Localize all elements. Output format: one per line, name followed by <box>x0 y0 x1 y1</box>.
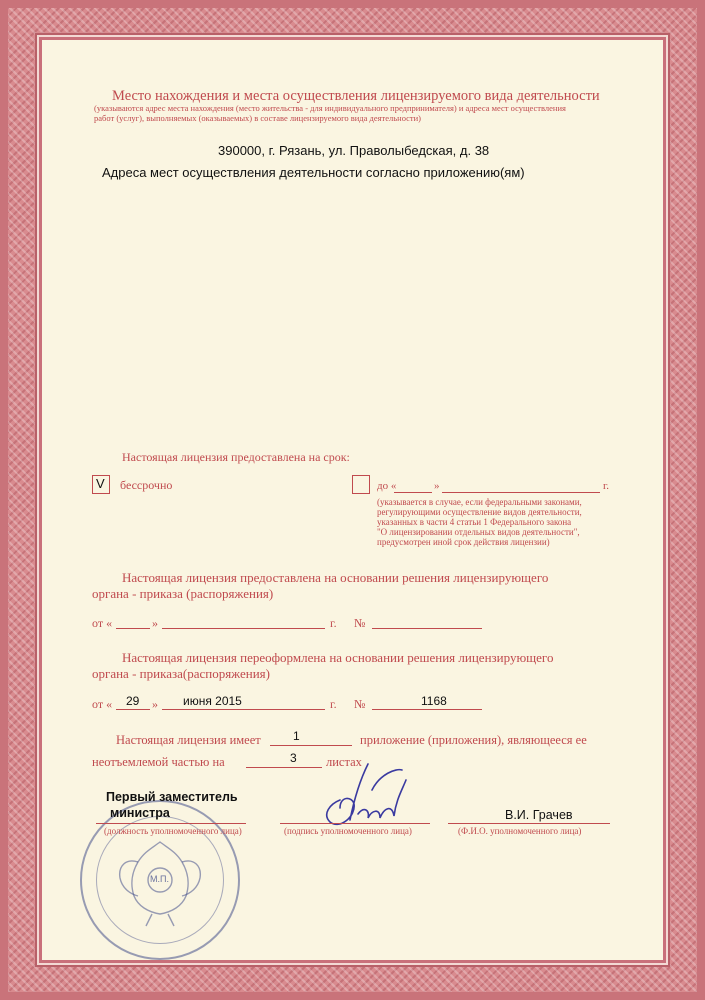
addresses-reference: Адреса мест осуществления деятельности согласно приложению(ям) <box>102 165 525 180</box>
basis-close-quote: » <box>152 616 158 630</box>
reissue-month-line <box>162 709 325 710</box>
until-note-line2: регулирующими осуществление видов деятельности, <box>377 507 582 517</box>
basis-line1: Настоящая лицензия предоставлена на основании решения лицензирующего <box>122 570 549 585</box>
name-line <box>448 823 610 824</box>
reissue-close-quote: » <box>152 697 158 711</box>
until-year-suffix: г. <box>603 480 610 492</box>
official-seal <box>80 800 240 960</box>
until-label: до « <box>377 480 397 492</box>
until-note-line5: предусмотрен иной срок действия лицензии) <box>377 537 550 547</box>
appendix-text1: Настоящая лицензия имеет <box>116 733 261 747</box>
appendix-text4: листах <box>326 755 362 769</box>
basis-number-line <box>372 628 482 629</box>
reissue-line1: Настоящая лицензия переоформлена на основании решения лицензирующего <box>122 650 554 665</box>
appendix-count: 1 <box>293 729 300 743</box>
appendix-count-line <box>270 745 352 746</box>
position-caption: (должность уполномоченного лица) <box>104 826 242 836</box>
header-title: Место нахождения и места осуществления лицензируемого вида деятельности <box>112 88 600 104</box>
basis-day-line <box>116 628 150 629</box>
appendix-text2: приложение (приложения), являющееся ее <box>360 733 587 747</box>
until-note-line3: указанных в части 4 статьи 1 Федерального закона <box>377 517 572 527</box>
indefinite-label: бессрочно <box>120 478 173 492</box>
basis-number-sign: № <box>354 616 366 630</box>
term-label: Настоящая лицензия предоставлена на срок: <box>122 450 350 464</box>
basis-month-line <box>162 628 325 629</box>
reissue-day: 29 <box>126 694 140 708</box>
reissue-line2: органа - приказа(распоряжения) <box>92 666 270 681</box>
appendix-sheets: 3 <box>290 751 297 765</box>
address-value: 390000, г. Рязань, ул. Праволыбедская, д. 38 <box>218 143 490 158</box>
reissue-month-year: июня 2015 <box>183 694 242 708</box>
basis-line2: органа - приказа (распоряжения) <box>92 586 274 601</box>
signature-caption: (подпись уполномоченного лица) <box>284 826 412 836</box>
until-month-line <box>442 492 600 493</box>
indefinite-checkbox <box>92 475 110 494</box>
reissue-number-line <box>372 709 482 710</box>
basis-year-suffix: г. <box>330 616 337 630</box>
signer-name: В.И. Грачев <box>505 808 573 822</box>
signature-line <box>280 823 430 824</box>
position-line1: Первый заместитель <box>106 790 238 804</box>
reissue-year-suffix: г. <box>330 697 337 711</box>
check-mark: V <box>96 476 105 491</box>
appendix-text3: неотъемлемой частью на <box>92 755 225 769</box>
until-close-quote: » <box>434 480 440 492</box>
seal-center-text: М.П. <box>150 874 169 884</box>
until-note-line1: (указывается в случае, если федеральными законами, <box>377 497 582 507</box>
name-caption: (Ф.И.О. уполномоченного лица) <box>458 826 582 836</box>
basis-from-label: от « <box>92 616 113 630</box>
reissue-number-sign: № <box>354 697 366 711</box>
until-day-line <box>394 492 432 493</box>
reissue-from-label: от « <box>92 697 113 711</box>
position-line2: министра <box>110 806 170 820</box>
until-note-line4: "О лицензировании отдельных видов деятельности", <box>377 527 580 537</box>
header-note-line2: работ (услуг), выполняемых (оказываемых) в составе лицензируемого вида деятельности) <box>94 113 422 123</box>
until-checkbox <box>352 475 370 494</box>
header-note-line1: (указываются адрес места нахождения (место жительства - для индивидуального предпринимателя) и адреса мест осуществления <box>94 103 566 113</box>
reissue-number: 1168 <box>421 694 447 708</box>
position-line <box>96 823 246 824</box>
reissue-day-line <box>116 709 150 710</box>
